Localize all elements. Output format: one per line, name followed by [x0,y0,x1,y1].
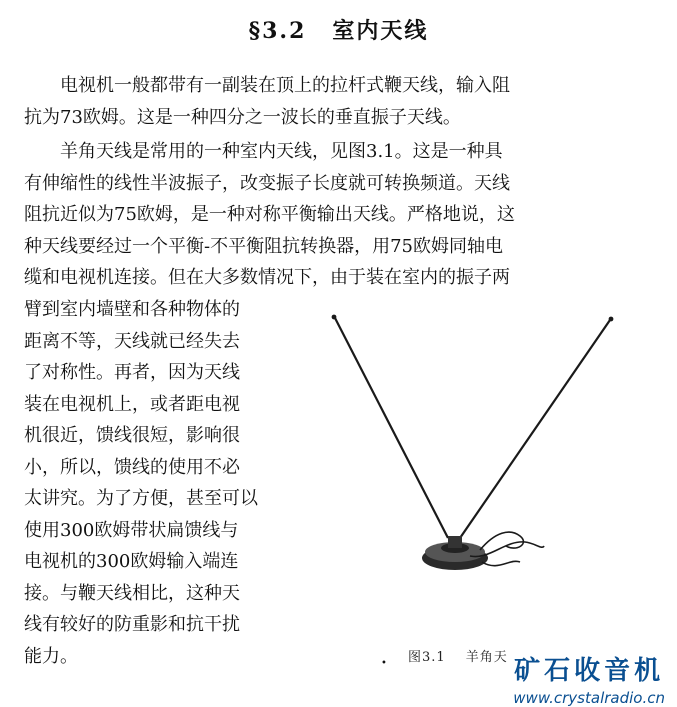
paragraph-2-line: 能力。 [24,645,78,667]
paragraph-2-line: 阻抗近似为75欧姆，是一种对称平衡输出天线。严格地说，这 [24,204,515,225]
antenna-right-rod [460,317,613,538]
paragraph-2-line: 羊角天线是常用的一种室内天线，见图3.1。这是一种具 [60,141,503,162]
paragraph-2-line: 机很近，馈线很短，影响很 [24,425,240,446]
antenna-left-rod [332,315,448,538]
paragraph-2-line: 装在电视机上，或者距电视 [24,393,240,415]
paragraph-2-line: 电视机的300欧姆输入端连 [24,551,239,572]
paragraph-2-line: 了对称性。再者，因为天线 [24,362,240,383]
paragraph-1-line: 抗为73欧姆。这是一种四分之一波长的垂直振子天线。 [24,106,461,128]
paragraph-2-line: 线有较好的防重影和抗干扰 [24,614,240,635]
antenna-base [422,536,488,570]
paragraph-2 [24,136,656,294]
paragraph-2-line: 有伸缩性的线性半波振子，改变振子长度就可转换频道。天线 [24,172,510,194]
section-number: §3.2 [248,18,307,44]
paragraph-2-line: 接。与鞭天线相比，这种天 [24,582,240,604]
paragraph-2-line: 小，所以，馈线的使用不必 [24,456,240,478]
section-heading [0,14,677,45]
paragraph-2-line: 使用300欧姆带状扁馈线与 [24,519,239,541]
section-title: 室内天线 [332,18,429,44]
paragraph-1-line: 电视机一般都带有一副装在顶上的拉杆式鞭天线，输入阻 [60,75,510,96]
paragraph-2-line: 距离不等，天线就已经失去 [24,330,240,352]
paragraph-1 [24,70,656,133]
paragraph-2-line: 臂到室内墙壁和各种物体的 [24,299,240,320]
watermark [513,650,665,707]
figure-caption [408,646,508,665]
figure-caption-text: 羊角天 [465,650,508,665]
figure-number: 图3.1 [408,650,446,665]
watermark-title: 矿石收音机 [514,656,665,686]
rabbit-ears-antenna-figure [320,300,660,630]
figure-marker: • [381,658,387,669]
paragraph-2-line: 种天线要经过一个平衡-不平衡阻抗转换器，用75欧姆同轴电 [24,235,503,257]
watermark-url: www.crystalradio.cn [513,689,665,707]
paragraph-2-line: 缆和电视机连接。但在大多数情况下，由于装在室内的振子两 [24,267,510,288]
paragraph-2-line: 太讲究。为了方便，甚至可以 [24,488,258,509]
paragraph-2-wrap [24,294,320,672]
